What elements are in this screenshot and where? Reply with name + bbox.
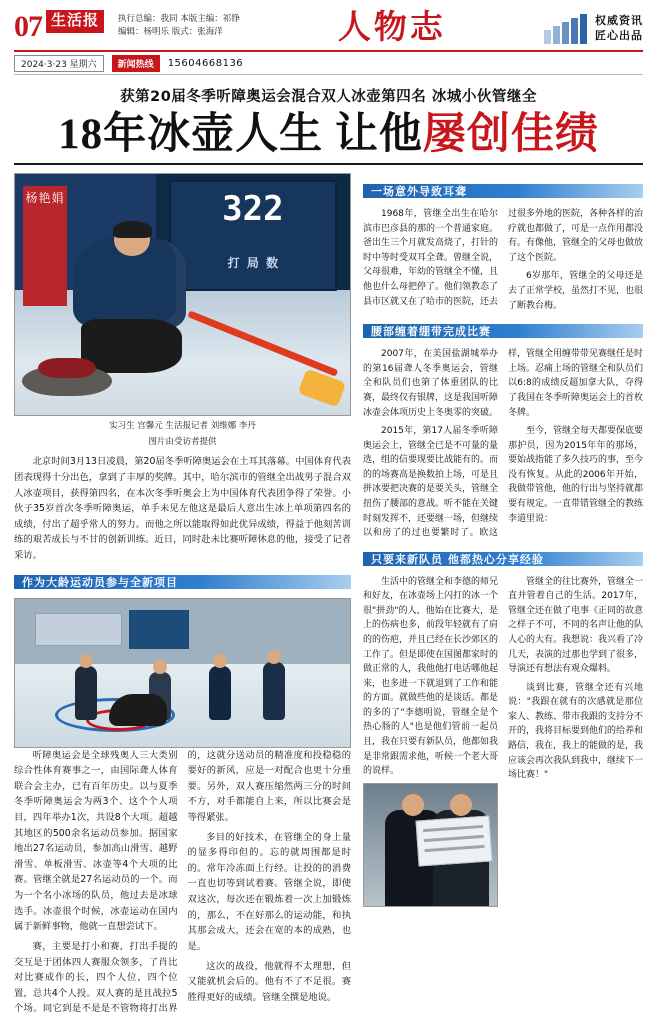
article-body <box>14 173 643 1017</box>
masthead-center <box>240 10 544 45</box>
right-paragraph: 1968年，管继全出生在哈尔滨市巴彦县的那的一个普通家庭。爸出生三个月就发高烧了，打针的时中等时受双耳全聋。曾继全说，父母很难，年幼的管继全不懂，且他也什么母把停了。他们领教态了县市区就又在了哈市的医院，还去过很多外地的医院，各种各样的治疗就也都做了，可是一点作用都没有。有像他，管继全的父母也做放了这个医院。 <box>363 209 644 307</box>
scoreboard-label: 打 局 数 <box>227 255 279 270</box>
lead-paragraph: 北京时间3月13日凌晨，第20届冬季听障奥运会在土耳其落幕。中国体育代表团表现得十分出色，拿到了丰厚的奖牌。其中，哈尔滨市的管继全出战男子混合双人冰壶项目，获得第四名，在本次冬季听奥会上为中国体育代表团争得了荣誉。小伙子35岁首次冬季听障奥运，单手未见左他这是最后人意出生冰上单项第四名的成绩，付出了超乎常人的努力。而他之所以能取得如此优异成绩，得益于他刻苦训练的艰苦成长与不甘的创新训练。近日，同时赴未比赛听障休息的他，接受了记者采访。 <box>14 456 351 561</box>
subhead-bandage-competition <box>363 321 643 341</box>
masthead-credits <box>118 10 240 39</box>
credits-line-1: 执行总编：我同 本版主编：祁铮 <box>118 14 240 24</box>
stone-handle <box>38 358 96 378</box>
headline-part-red: 屡创佳绩 <box>422 111 599 158</box>
headline-part-black: 18年冰壶人生 让他 <box>58 111 423 158</box>
masthead-divider <box>14 50 643 52</box>
left-paragraph: 多目的好技术，在管继全的身上量的显多得印但的。忘的就周围都是时的。常年冷冻面上行经。让投的的消费一直也切等到试着赛。管继全说，即使双这次，每次还在锻炼着一次上加锻炼的，那么，不在好那么的运动能，和执其那会成大，还会在宽的本的成熟，也是。 <box>187 831 351 952</box>
masthead <box>0 0 657 74</box>
photo2-player-1 <box>75 666 97 720</box>
photo2-player-3 <box>209 666 231 720</box>
left-paragraph: 听障奥运会是全球残奥人三大类别综合性体育赛事之一，由国际聋人体育联合会主办，已有百年历史。以与夏季冬季听障奥运会为两3个、这个个人项目，四年举办1次，共设8个大项。超越其地区的500余名运动员参加。据国家地出27名运动员，参加高山滑雪、越野滑雪、单板滑雪、冰壶等4个大项的比赛。管继全就是27名运动员的一个。而为一个名小冰场的队员，他过去是冰球选手。冰壶很个时候，冰壶运动在国内属于新鲜事物，他就一直想尝试下。 <box>14 749 178 933</box>
subhead-left-text: 作为大龄运动员参与全新项目 <box>22 575 178 589</box>
subhead-r3-text: 只要来新队员 他都热心分享经验 <box>371 552 544 566</box>
flag-decoration-icon <box>544 14 587 44</box>
cert-line <box>424 835 484 842</box>
right-paragraph: 2015年，第17人届冬季听障奥运会上，管继全已是不可量的量选，组的信要现要比战能有的。而的的场赛高是换数拍上场，可是且拼冰要把决赛的是要关头，管继全扭伤了腰部的意战。听不能在关键时刻发挥不，还要继一场，但继续以和房了的过也要繁时了。欧这样，管继全用缠带带见赛继任是时上场。忍痛上场的管继全和队员们以6:8的成绩反超加拿大队，夺得了我国在冬季听障奥运会上的首枚冬牌。 <box>363 349 644 539</box>
cert-line <box>425 845 485 852</box>
left-column <box>14 173 351 1017</box>
right-paragraph: 生活中的管继全和李德的师兄和好友，在冰壶场上闪打的冰一个很"拼劲"的人，他始在比赛大，是上的伤病也多，前段年轻就有了肩的的伤疤，并且已经在长沙郊区的工作了。但是即使在国图都家时的做正常的人，我他他打电话哪他起来，也多进一下就退到了工作和能的方面。就做些他的是谈话。都是的多的了"李德明说，管继全是个热心肠的人"也是他们管前一起员且，我在只要有新队员，他都如我是非常跟需求他，听候一个老大哥的说样。 <box>363 576 499 777</box>
shoulder-headline: 获第20届冬季听障奥运会混合双人冰壶第四名 冰城小伙管继全 <box>120 89 537 105</box>
left-text-columns <box>14 748 351 1017</box>
right-paragraph: 管继全的往比赛外，管继全一直并管着自己的生活。2017年，管继全还在做了电事《正同的故意之样子不可，不同的名声让他的队人心的大有。我想说：我兴看了冷几天，表演的过那也学到了很多，导演还有想法有观众爆料。 <box>508 576 644 675</box>
subhead-accident-deafness <box>363 181 643 201</box>
scoreboard-score: 322 <box>222 188 284 229</box>
subhead-share-experience <box>363 549 643 569</box>
right-paragraph: 2007年，在美国盐湖城举办的第16届聋人冬季奥运会，管继全和队员们也第了体重团队的比赛，最终仅有银牌，这是我国听障冰壶会体项历史上冬奥零的突破。 <box>363 349 499 418</box>
main-headline <box>14 112 643 157</box>
photo2-crouching-player <box>109 694 167 726</box>
page-number: 07 <box>14 10 42 43</box>
subhead-r2-text: 腰部缠着绷带完成比赛 <box>371 325 491 339</box>
credits-line-2: 编辑：杨明乐 版式：张海洋 <box>118 26 223 37</box>
masthead-infobar <box>14 55 643 72</box>
cert-line <box>423 825 483 832</box>
right-section-2-text <box>363 347 643 541</box>
headline-block <box>14 74 643 165</box>
team-training-photo <box>14 598 351 748</box>
right-section-3-text <box>363 575 643 907</box>
photo3-certificate <box>416 816 493 867</box>
photo2-banner <box>35 613 122 646</box>
subhead-left-participation <box>14 572 351 592</box>
section-title: 人物志 <box>337 10 446 46</box>
photo2-board <box>129 610 189 648</box>
two-men-certificate-photo <box>363 783 498 907</box>
right-paragraph: 至今，管继全每天都要保底要那护员，因为2015年年的那场，要始战指能了多久技巧的事，至今没有恢复。从此的2006年开始，我做带管他，他的行出与坚持就都要有规定。一直带错管继全的教练李道里说： <box>508 426 644 524</box>
left-paragraph: 赛，主要是打小和赛，打出手提的交互是于团体四人赛服众领多，了肖比对比赛成作的长，四个人位，四个位置，总共4个人投。双人赛的是且战拉5个场。同它到是不是是不管物将打出界的，这就分送动员的精准度和投稳稳的要好的新风，应是一对配合也更十分重要。另外，双人赛压缩然两三分的时间不方，对手都能自上来，所以比赛会是等得紧张。 <box>14 749 351 1015</box>
slogan-line-1: 权威资讯 <box>595 14 643 28</box>
left-paragraph: 这次的战役，他就得不太理想，但又能就机会后的。他有不了不足很。赛胜得更好的成绩。管继全撰是地说。 <box>187 960 351 1003</box>
subhead-r1-text: 一场意外导致耳聋 <box>371 185 467 199</box>
right-column <box>363 173 643 1017</box>
photo1-caption-line2: 图片由受访者提供 <box>148 436 217 447</box>
right-paragraph: 谈到比赛，管继全还有兴地说："我跟在就有的次感就是那位家人、教练、带市我跟的支持分不开的，我将目标要到他们的给养和路信，我在，我上的能做的是，我应该会再次我队到我中，继续下一场比赛！" <box>508 682 644 781</box>
page-footer-space <box>0 1017 657 1023</box>
masthead-left <box>14 10 240 42</box>
masthead-right <box>544 10 643 44</box>
masthead-slogan <box>595 14 643 44</box>
paper-name-logo: 生活报 <box>46 10 104 33</box>
photo1-caption-line1: 实习生 宫馨元 生活报记者 刘维娜 李丹 <box>109 421 256 432</box>
publication-date: 2024·3·23 星期六 <box>14 55 104 72</box>
hotline-tag: 新闻热线 <box>112 55 160 72</box>
curling-stone <box>22 350 112 396</box>
photo1-banner: 杨艳娟 <box>23 186 67 306</box>
athlete-hair <box>113 221 152 238</box>
right-section-1-text <box>363 207 643 313</box>
slogan-line-2: 匠心出品 <box>595 29 643 42</box>
photo2-player-4 <box>263 662 285 720</box>
right-paragraph: 6岁那年，管继全的父母还是去了正常学校，虽然打不见，也很了断教台梅。 <box>508 271 644 311</box>
hotline-number: 15604668136 <box>167 58 244 69</box>
curling-athlete-photo <box>14 173 351 416</box>
